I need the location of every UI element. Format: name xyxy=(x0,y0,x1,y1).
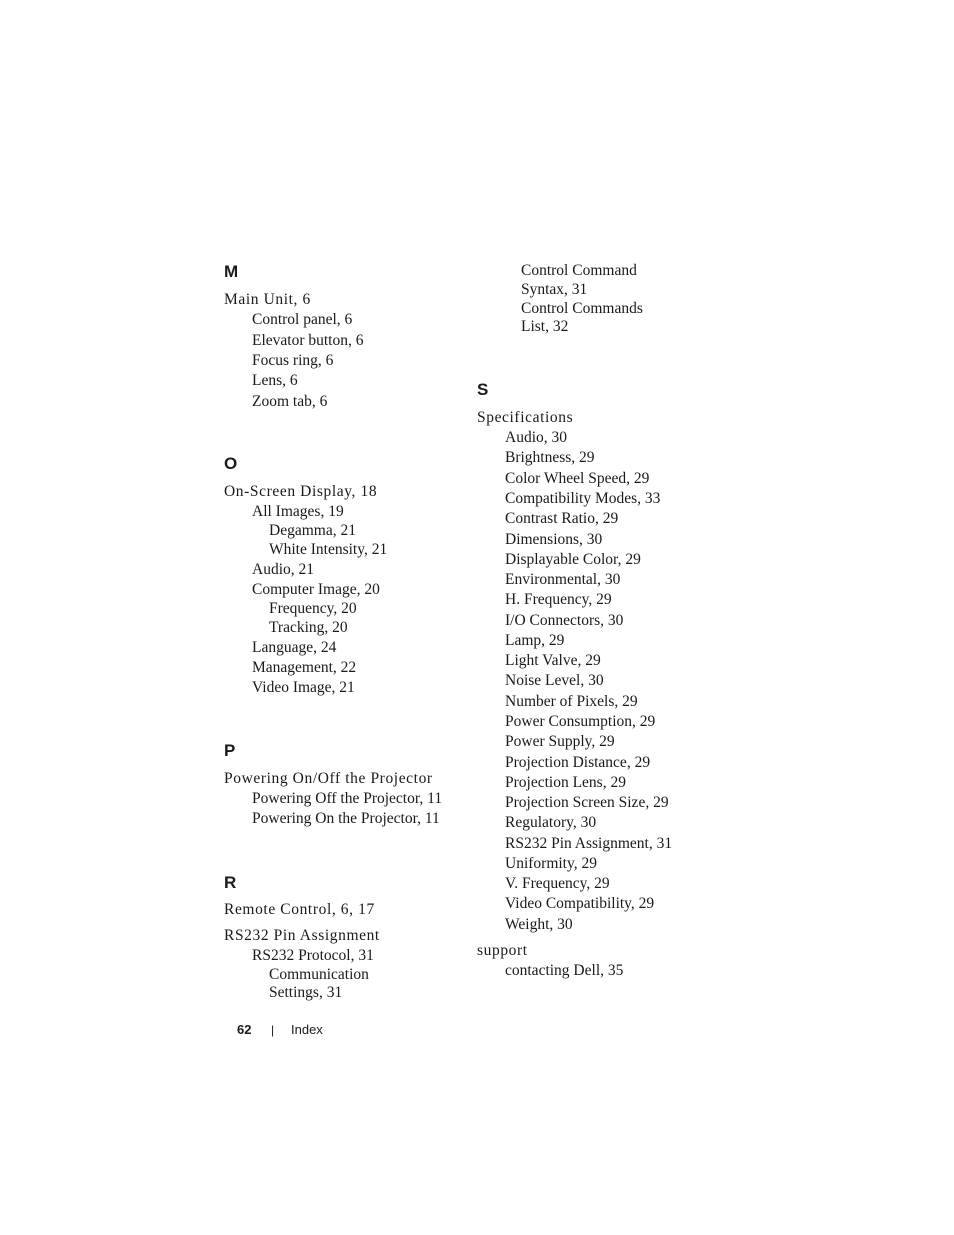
index-entry: RS232 Pin Assignment xyxy=(224,927,380,944)
spec-item: Dimensions, 30 xyxy=(505,531,603,548)
spec-item: Projection Screen Size, 29 xyxy=(505,794,669,811)
index-subentry: Powering Off the Projector, 11 xyxy=(252,790,443,807)
spec-item: V. Frequency, 29 xyxy=(505,875,610,892)
index-subentry: Audio, 21 xyxy=(252,561,314,578)
index-subsubentry: Frequency, 20 xyxy=(269,600,357,617)
footer-separator: | xyxy=(271,1023,275,1037)
index-subentry: Powering On the Projector, 11 xyxy=(252,810,440,827)
section-letter-r: R xyxy=(224,873,237,892)
index-subsubentry: Control Command xyxy=(521,262,637,279)
index-subentry: Elevator button, 6 xyxy=(252,332,364,349)
index-entry: support xyxy=(477,942,528,959)
index-subentry: Management, 22 xyxy=(252,659,357,676)
index-subentry: contacting Dell, 35 xyxy=(505,962,624,979)
index-subsubentry: Settings, 31 xyxy=(269,984,343,1001)
spec-item: Displayable Color, 29 xyxy=(505,551,641,568)
spec-item: Color Wheel Speed, 29 xyxy=(505,470,650,487)
index-subsubentry: List, 32 xyxy=(521,318,569,335)
section-letter-o: O xyxy=(224,454,238,473)
index-entry: Specifications xyxy=(477,409,574,426)
spec-item: Projection Lens, 29 xyxy=(505,774,626,791)
index-subsubentry: Tracking, 20 xyxy=(269,619,348,636)
spec-item: H. Frequency, 29 xyxy=(505,591,612,608)
section-letter-p: P xyxy=(224,741,236,760)
index-subentry: Language, 24 xyxy=(252,639,337,656)
index-subsubentry: Communication xyxy=(269,966,369,983)
spec-item: Number of Pixels, 29 xyxy=(505,693,638,710)
spec-item: Environmental, 30 xyxy=(505,571,621,588)
spec-item: Light Valve, 29 xyxy=(505,652,601,669)
spec-item: Compatibility Modes, 33 xyxy=(505,490,661,507)
spec-item: Contrast Ratio, 29 xyxy=(505,510,619,527)
spec-item: I/O Connectors, 30 xyxy=(505,612,624,629)
spec-item: Brightness, 29 xyxy=(505,449,595,466)
page-number: 62 xyxy=(237,1022,252,1037)
section-letter-s: S xyxy=(477,380,489,399)
spec-item: Lamp, 29 xyxy=(505,632,565,649)
index-subsubentry: Degamma, 21 xyxy=(269,522,356,539)
spec-item: Power Consumption, 29 xyxy=(505,713,656,730)
index-subentry: Video Image, 21 xyxy=(252,679,355,696)
spec-item: Video Compatibility, 29 xyxy=(505,895,655,912)
spec-item: Power Supply, 29 xyxy=(505,733,615,750)
spec-item: Noise Level, 30 xyxy=(505,672,604,689)
spec-item: Uniformity, 29 xyxy=(505,855,597,872)
spec-item: Projection Distance, 29 xyxy=(505,754,651,771)
index-subentry: All Images, 19 xyxy=(252,503,344,520)
index-subentry: Control panel, 6 xyxy=(252,311,353,328)
index-subsubentry: White Intensity, 21 xyxy=(269,541,388,558)
footer-section-label: Index xyxy=(291,1022,323,1037)
index-subsubentry: Syntax, 31 xyxy=(521,281,588,298)
index-subentry: Lens, 6 xyxy=(252,372,298,389)
spec-item: Regulatory, 30 xyxy=(505,814,597,831)
index-subentry: RS232 Protocol, 31 xyxy=(252,947,374,964)
index-entry: Remote Control, 6, 17 xyxy=(224,901,375,918)
index-entry: On-Screen Display, 18 xyxy=(224,483,378,500)
index-subentry: Focus ring, 6 xyxy=(252,352,334,369)
index-entry: Powering On/Off the Projector xyxy=(224,770,433,787)
index-entry: Main Unit, 6 xyxy=(224,291,311,308)
section-letter-m: M xyxy=(224,262,239,281)
index-subentry: Computer Image, 20 xyxy=(252,581,380,598)
spec-item: Weight, 30 xyxy=(505,916,573,933)
index-subentry: Zoom tab, 6 xyxy=(252,393,328,410)
spec-item: Audio, 30 xyxy=(505,429,567,446)
index-subsubentry: Control Commands xyxy=(521,300,643,317)
spec-item: RS232 Pin Assignment, 31 xyxy=(505,835,673,852)
